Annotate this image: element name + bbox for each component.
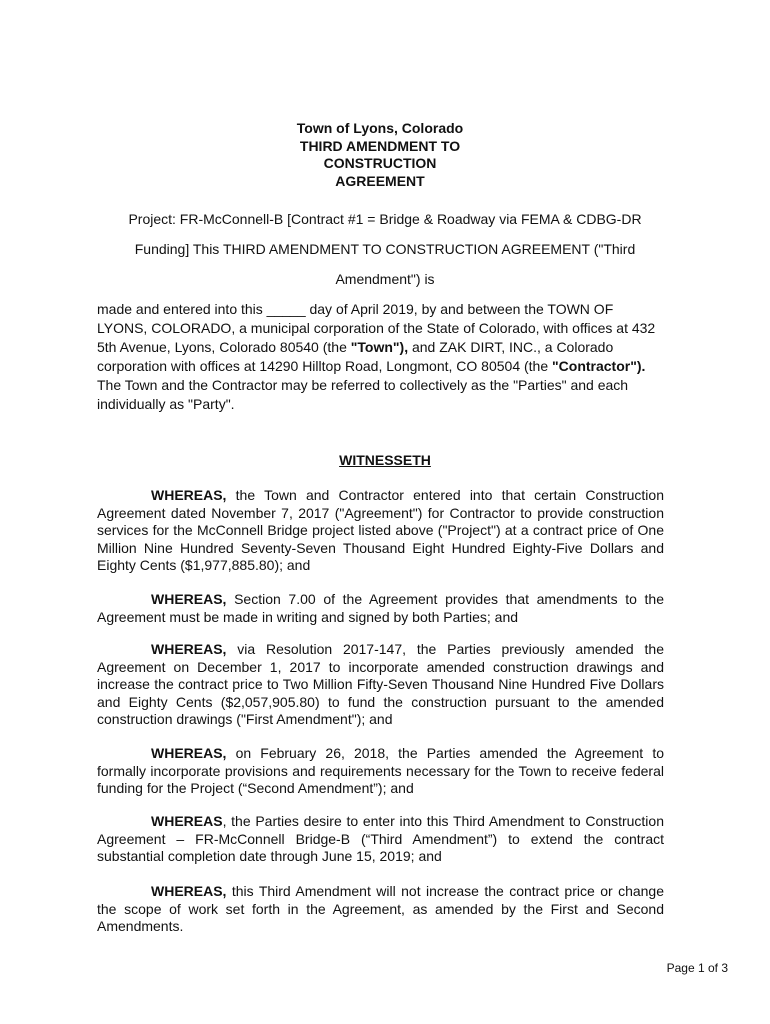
project-line-2: Funding] This THIRD AMENDMENT TO CONSTRUCTION AGREEMENT ("Third — [134, 241, 636, 257]
recital-3 — [97, 641, 664, 729]
intro-text-3: The Town and the Contractor may be referred to collectively as the "Parties" and each individually as "Party". — [97, 377, 629, 412]
recital-lead: WHEREAS, — [151, 591, 227, 607]
town-defined-term: "Town"), — [350, 339, 409, 355]
recital-5 — [97, 813, 664, 866]
recital-text: Section 7.00 of the Agreement provides that amendments to the Agreement must be made in writing and signed by both Parties; and — [97, 591, 664, 625]
title-line-2: THIRD AMENDMENT TO — [299, 137, 461, 154]
intro-text-1: made and entered into this _____ day of April 2019, by and between the TOWN OF LYONS, COLORADO, a municipal corporation of the State of Colorado, with offices at 432 5th Avenue, Lyons, Colorado 80540 (the — [97, 301, 656, 355]
recital-lead: WHEREAS, — [151, 883, 227, 899]
title-line-4: AGREEMENT — [335, 172, 425, 189]
recital-1 — [97, 487, 664, 575]
project-line-3: Amendment") is — [335, 271, 435, 287]
recital-lead: WHEREAS, — [151, 487, 227, 503]
recital-text: the Town and Contractor entered into that certain Construction Agreement dated November 7, 2017 ("Agreement") for Contractor to provide construction services for the McConnell Bridge project listed above ("Project") at a contract price of One Million Nine Hundred Seventy-Seven Thousand Eight Hundred Eighty-Five Dollars and Eighty Cents ($1,977,885.80); and — [97, 487, 664, 573]
recital-lead: WHEREAS — [151, 813, 223, 829]
recital-lead: WHEREAS, — [151, 641, 227, 657]
contractor-defined-term: "Contractor"). — [552, 358, 646, 374]
recital-6 — [97, 883, 664, 936]
recital-text: via Resolution 2017-147, the Parties previously amended the Agreement on December 1, 2017 to incorporate amended construction drawings and increase the contract price to Two Million Fifty-Seven Thousand Nine Hundred Five Dollars and Eighty Cents ($2,057,905.80) to fund the construction pursuant to the amended construction drawings ("First Amendment"); and — [97, 641, 664, 727]
project-line — [90, 204, 680, 294]
page-number: Page 1 of 3 — [666, 961, 728, 975]
recital-text: , the Parties desire to enter into this Third Amendment to Construction Agreement – FR-McConnell Bridge-B (“Third Amendment”) to extend the contract substantial completion date through June 15, 2019; and — [97, 813, 664, 864]
title-line-3: CONSTRUCTION — [323, 155, 437, 171]
document-title — [200, 120, 560, 190]
intro-paragraph — [97, 300, 667, 414]
recital-4 — [97, 745, 664, 798]
intro-text-2: and ZAK DIRT, INC., a Colorado corporation with offices at 14290 Hilltop Road, Longmont, CO 80504 (the — [97, 339, 614, 374]
witnesseth-heading: WITNESSETH — [339, 452, 431, 468]
recital-text: this Third Amendment will not increase the contract price or change the scope of work set forth in the Agreement, as amended by the First and Second Amendments. — [97, 883, 664, 934]
recital-lead: WHEREAS, — [151, 745, 227, 761]
project-line-1: Project: FR-McConnell-B [Contract #1 = Bridge & Roadway via FEMA & CDBG-DR — [128, 211, 642, 227]
recital-2 — [97, 591, 664, 626]
title-town: Town of Lyons, Colorado — [296, 120, 464, 136]
recital-text: on February 26, 2018, the Parties amended the Agreement to formally incorporate provisions and requirements necessary for the Town to receive federal funding for the Project (“Second Amendment”); and — [97, 745, 664, 796]
